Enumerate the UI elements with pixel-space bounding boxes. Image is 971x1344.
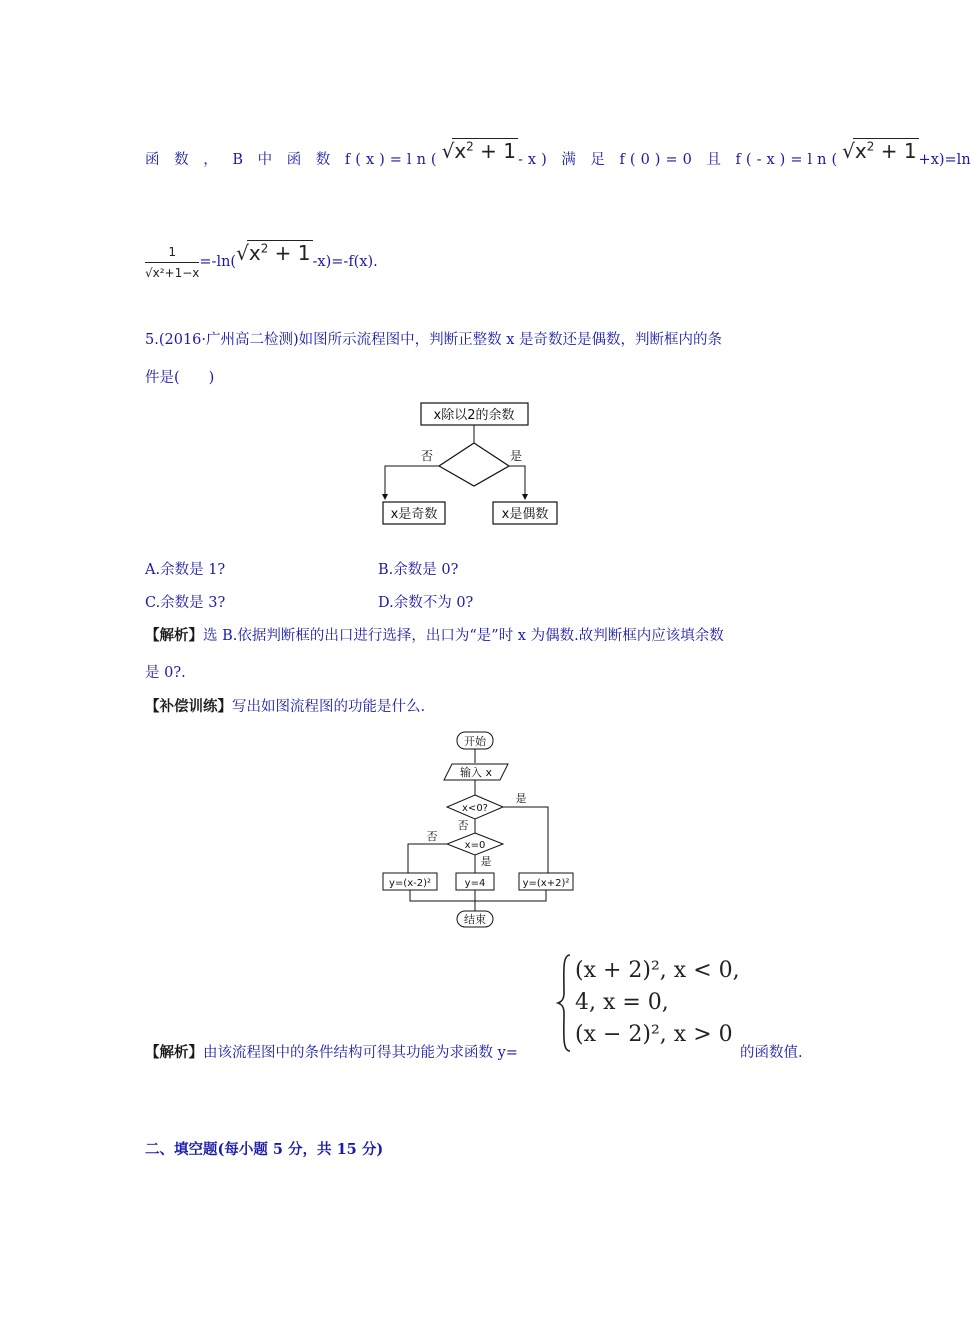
flow2-box-mid-label: y=4 — [464, 878, 486, 889]
sqrt-expression-2: $√x^2 + 1$ — [842, 139, 917, 163]
flow2-box-left-label: y=(x-2)² — [389, 878, 431, 889]
flowchart-parity — [375, 398, 565, 528]
piecewise-row-1: (x + 2)², x < 0, — [575, 958, 740, 983]
flow1-yes-label: 是 — [509, 449, 523, 463]
line1-part-a: 函 数 ， B 中 函 数 f(x)=ln( — [145, 152, 442, 168]
fraction: $\frac{1}{\text{√x²+1−x}}$ — [145, 244, 200, 280]
supplement-label: 【补偿训练】 — [145, 698, 232, 715]
analysis-2-line — [145, 1041, 518, 1062]
line1-part-b: -x) 满 足 f(0)=0 且 f(-x)=ln( — [518, 152, 843, 168]
piecewise-brace — [556, 953, 572, 1053]
analysis-1-label: 【解析】 — [145, 627, 203, 644]
piecewise-row-2: 4, x = 0, — [575, 990, 669, 1015]
piecewise-row-3: (x − 2)², x > 0 — [575, 1022, 733, 1047]
flow1-top-label: x除以2的余数 — [433, 408, 515, 423]
option-b: B.余数是 0? — [378, 562, 459, 578]
option-c: C.余数是 3? — [145, 595, 226, 611]
analysis-2-label: 【解析】 — [145, 1044, 203, 1061]
line2-part-a: =-ln( — [199, 254, 237, 270]
flow2-cond1-label: x<0? — [462, 803, 488, 814]
question-5-line-1: 5.(2016·广州高二检测)如图所示流程图中，判断正整数 x 是奇数还是偶数，判断框内的条 — [145, 332, 723, 348]
flow2-no2-label: 否 — [426, 830, 438, 843]
option-a: A.余数是 1? — [145, 562, 226, 578]
flow2-box-right-label: y=(x+2)² — [522, 878, 570, 889]
analysis-2-tail: 的函数值. — [740, 1045, 803, 1061]
section-title: 二、填空题(每小题 5 分，共 15 分) — [145, 1141, 384, 1158]
flow2-cond2-label: x=0 — [464, 840, 486, 851]
sqrt-expression-3: $√x^2 + 1$ — [236, 241, 311, 265]
flow1-decision — [439, 443, 509, 486]
flow2-input-label: 输入 x — [459, 766, 493, 779]
supplement-line — [145, 695, 425, 716]
line1-part-c: +x)=ln — [918, 152, 971, 168]
analysis-1-line-2: 是 0?. — [145, 665, 186, 681]
option-d: D.余数不为 0? — [378, 595, 474, 611]
flow2-yes1-label: 是 — [515, 792, 527, 805]
sqrt-expression: $√x^2 + 1$ — [441, 139, 516, 163]
analysis-2-text: 由该流程图中的条件结构可得其功能为求函数 y= — [203, 1045, 518, 1061]
flow1-left-label: x是奇数 — [390, 507, 438, 522]
flow2-start-label: 开始 — [464, 735, 486, 748]
flow1-no-label: 否 — [420, 449, 434, 463]
flow2-no1-label: 否 — [457, 819, 469, 832]
flowchart-piecewise — [375, 727, 585, 931]
analysis-1-text: 选 B.依据判断框的出口进行选择，出口为“是”时 x 为偶数.故判断框内应该填余数 — [203, 628, 724, 644]
line2-part-b: -x)=-f(x). — [312, 254, 378, 270]
flow2-end-label: 结束 — [464, 913, 486, 926]
analysis-1-line-1 — [145, 624, 724, 645]
text-line-2 — [145, 240, 378, 280]
question-5-line-2: 件是( ) — [145, 370, 215, 386]
flow1-right-label: x是偶数 — [501, 507, 549, 522]
supplement-text: 写出如图流程图的功能是什么. — [232, 699, 426, 715]
text-line-1 — [145, 138, 971, 169]
flow2-yes2-label: 是 — [480, 855, 492, 868]
